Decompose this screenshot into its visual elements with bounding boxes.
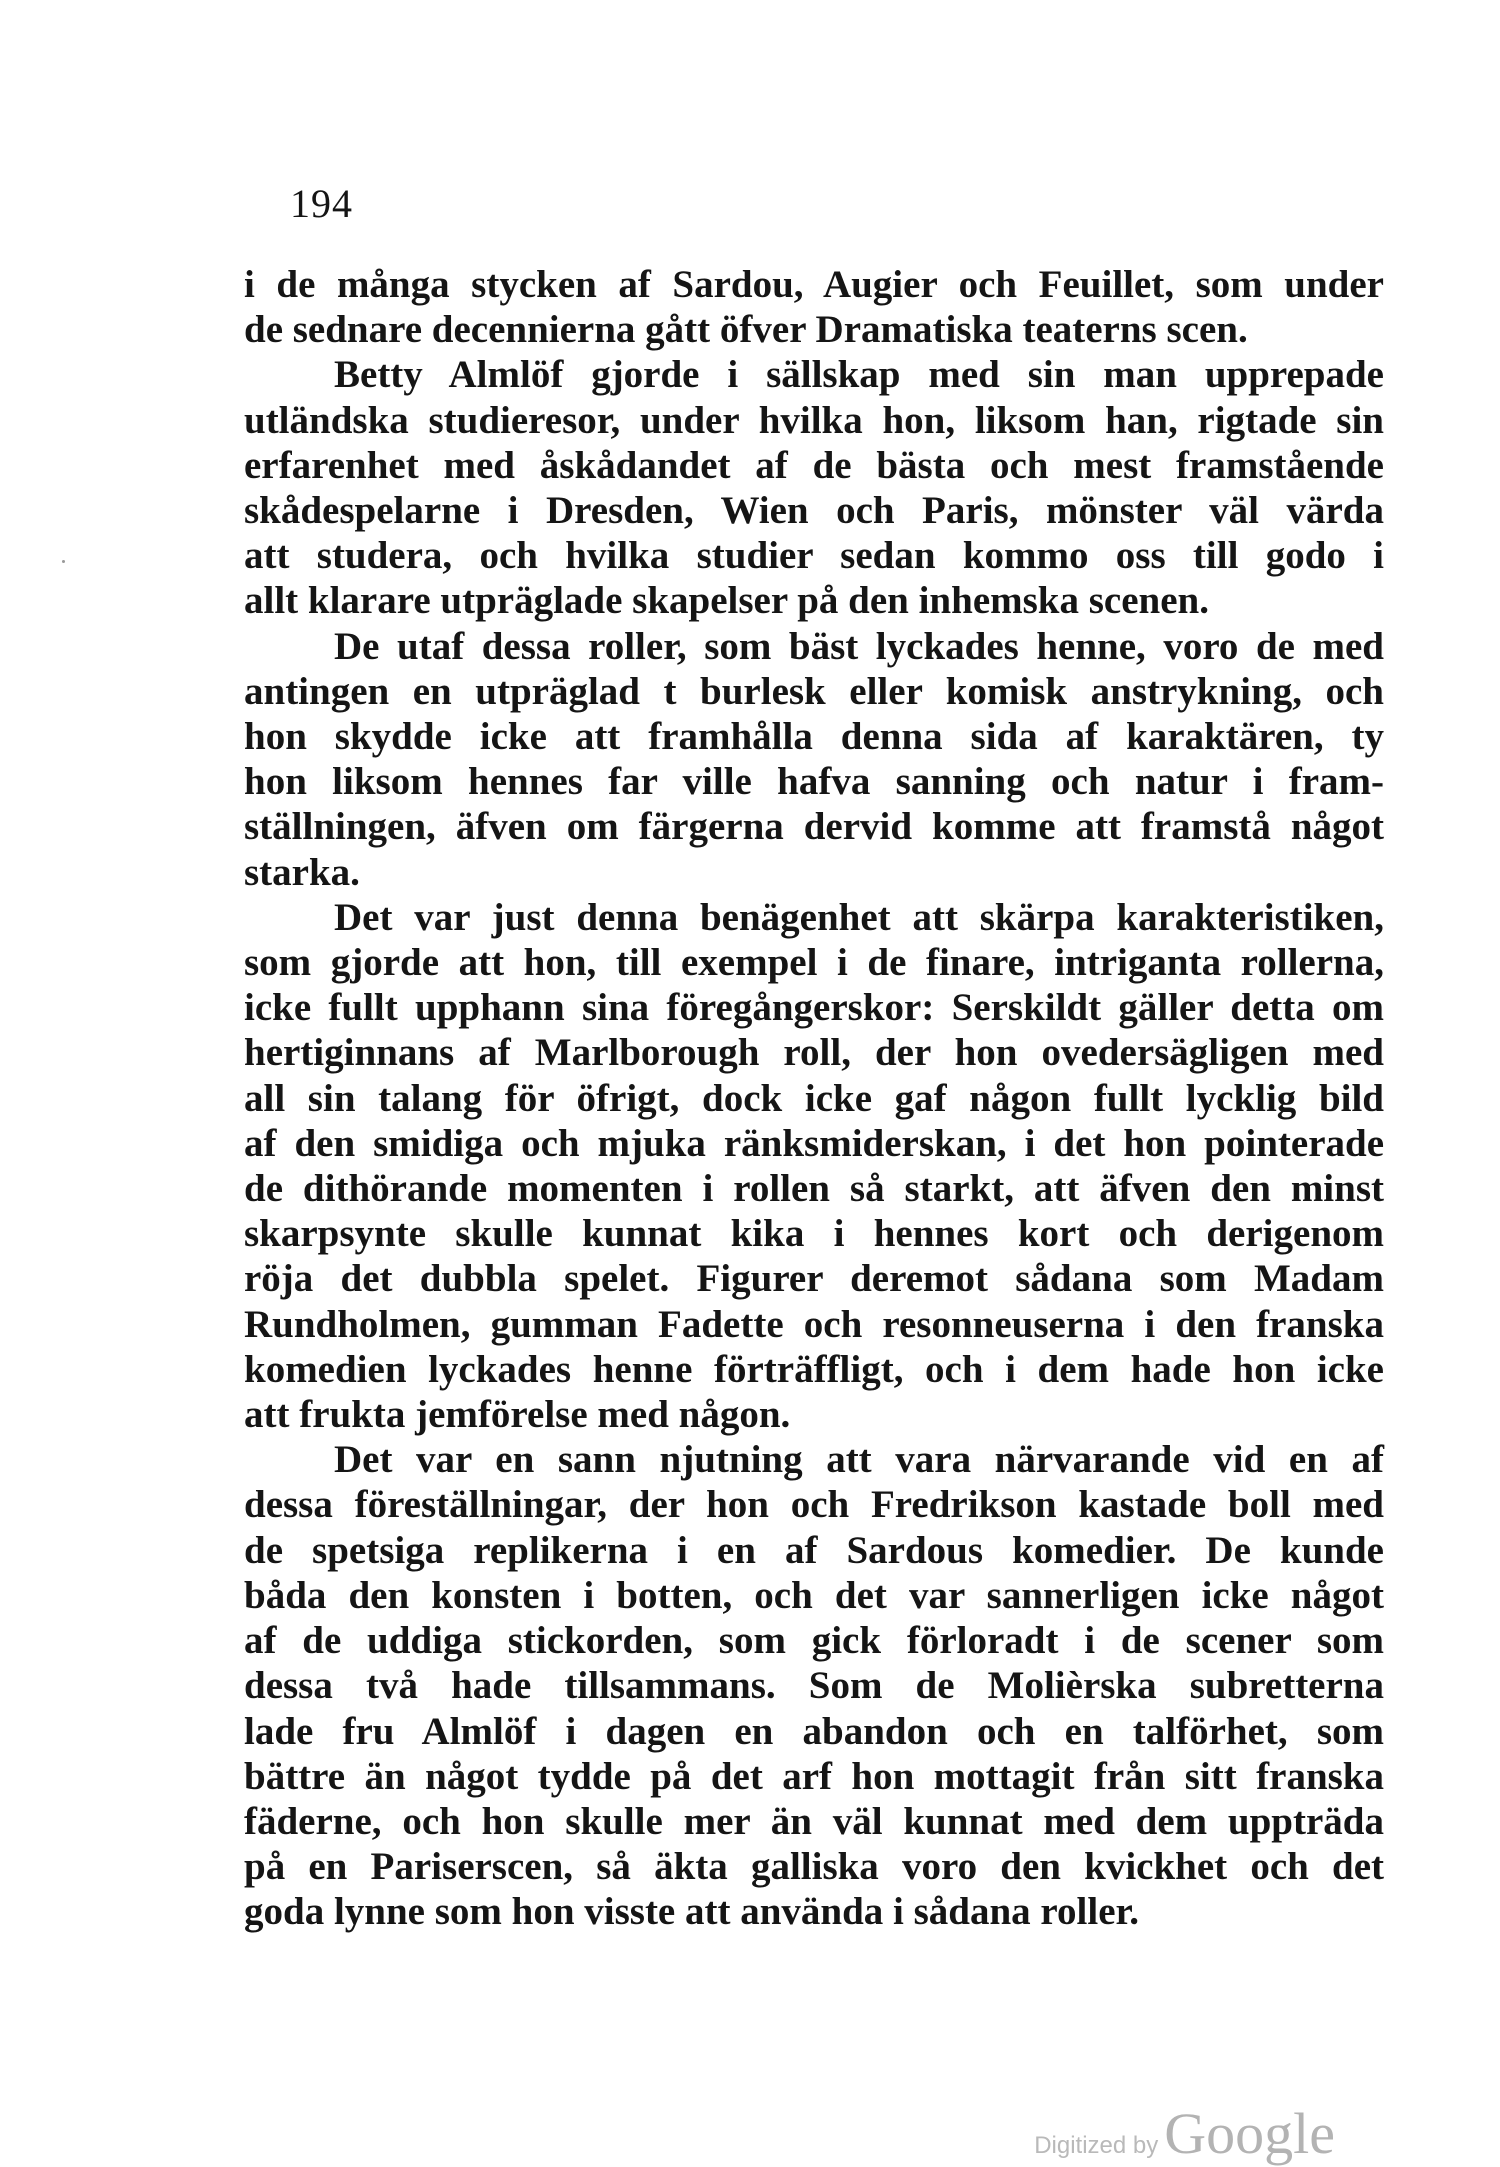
text-line: allt klarare utpräglade skapelser på den inhemska scenen. xyxy=(244,579,1209,623)
text-line: fäderne, och hon skulle mer än väl kunnat med dem uppträda xyxy=(244,1799,1384,1843)
text-line: Det var en sann njutning att vara närvarande vid en af xyxy=(334,1438,1384,1482)
text-line: hon liksom hennes far ville hafva sanning och natur i fram- xyxy=(244,760,1384,804)
text-line: att frukta jemförelse med någon. xyxy=(244,1393,791,1437)
text-line: erfarenhet med åskådandet af de bästa och mest framstående xyxy=(244,443,1384,487)
text-line: de dithörande momenten i rollen så starkt, att äfven den minst xyxy=(244,1167,1384,1211)
text-line: bättre än något tydde på det arf hon mottagit från sitt franska xyxy=(244,1754,1384,1798)
text-line: båda den konsten i botten, och det var sannerligen icke något xyxy=(244,1573,1384,1617)
text-line: röja det dubbla spelet. Figurer deremot sådana som Madam xyxy=(244,1257,1384,1301)
text-line: att studera, och hvilka studier sedan kommo oss till godo i xyxy=(244,534,1384,578)
text-line: antingen en utpräglad t burlesk eller komisk anstrykning, och xyxy=(244,669,1384,713)
text-line: skådespelarne i Dresden, Wien och Paris, mönster väl värda xyxy=(244,489,1384,533)
text-line: De utaf dessa roller, som bäst lyckades henne, voro de med xyxy=(334,624,1384,668)
text-line: som gjorde att hon, till exempel i de finare, intriganta rollerna, xyxy=(244,941,1384,985)
text-line: af de uddiga stickorden, som gick förloradt i de scener som xyxy=(244,1619,1384,1663)
text-line: af den smidiga och mjuka ränksmiderskan, i det hon pointerade xyxy=(244,1121,1384,1165)
page-number: 194 xyxy=(290,181,353,226)
margin-speck xyxy=(62,560,65,563)
text-line: Betty Almlöf gjorde i sällskap med sin man upprepade xyxy=(334,353,1384,397)
digitization-watermark xyxy=(1034,2100,1335,2167)
text-line: hertiginnans af Marlborough roll, der hon ovedersägligen med xyxy=(244,1031,1384,1075)
text-line: ställningen, äfven om färgerna dervid komme att framstå något xyxy=(244,805,1384,849)
google-logo: Google xyxy=(1164,2101,1335,2166)
text-line: hon skydde icke att framhålla denna sida af karaktären, ty xyxy=(244,715,1384,759)
text-line: i de många stycken af Sardou, Augier och Feuillet, som under xyxy=(244,263,1384,306)
text-line: starka. xyxy=(244,850,360,894)
text-line: Det var just denna benägenhet att skärpa karakteristiken, xyxy=(334,895,1384,939)
text-line: på en Pariserscen, så äkta galliska voro den kvickhet och det xyxy=(244,1845,1384,1889)
text-line: de spetsiga replikerna i en af Sardous komedier. De kunde xyxy=(244,1528,1384,1572)
text-line: goda lynne som hon visste att använda i sådana roller. xyxy=(244,1890,1140,1934)
text-line: dessa två hade tillsammans. Som de Molièrska subretterna xyxy=(244,1664,1384,1708)
text-line: lade fru Almlöf i dagen en abandon och en talförhet, som xyxy=(244,1709,1384,1753)
body-text xyxy=(244,262,1384,1935)
text-line: komedien lyckades henne förträffligt, och i dem hade hon icke xyxy=(244,1347,1384,1391)
text-line: icke fullt upphann sina föregångerskor: Serskildt gäller detta om xyxy=(244,986,1384,1030)
text-line: utländska studieresor, under hvilka hon, liksom han, rigtade sin xyxy=(244,398,1384,442)
text-line: Rundholmen, gumman Fadette och resonneuserna i den franska xyxy=(244,1302,1384,1346)
text-line: dessa föreställningar, der hon och Fredrikson kastade boll med xyxy=(244,1483,1384,1527)
text-line: skarpsynte skulle kunnat kika i hennes kort och derigenom xyxy=(244,1212,1384,1256)
watermark-prefix: Digitized by xyxy=(1034,2132,1159,2159)
text-line: de sednare decennierna gått öfver Dramatiska teaterns scen. xyxy=(244,308,1248,352)
text-line: all sin talang för öfrigt, dock icke gaf någon fullt lycklig bild xyxy=(244,1076,1384,1120)
